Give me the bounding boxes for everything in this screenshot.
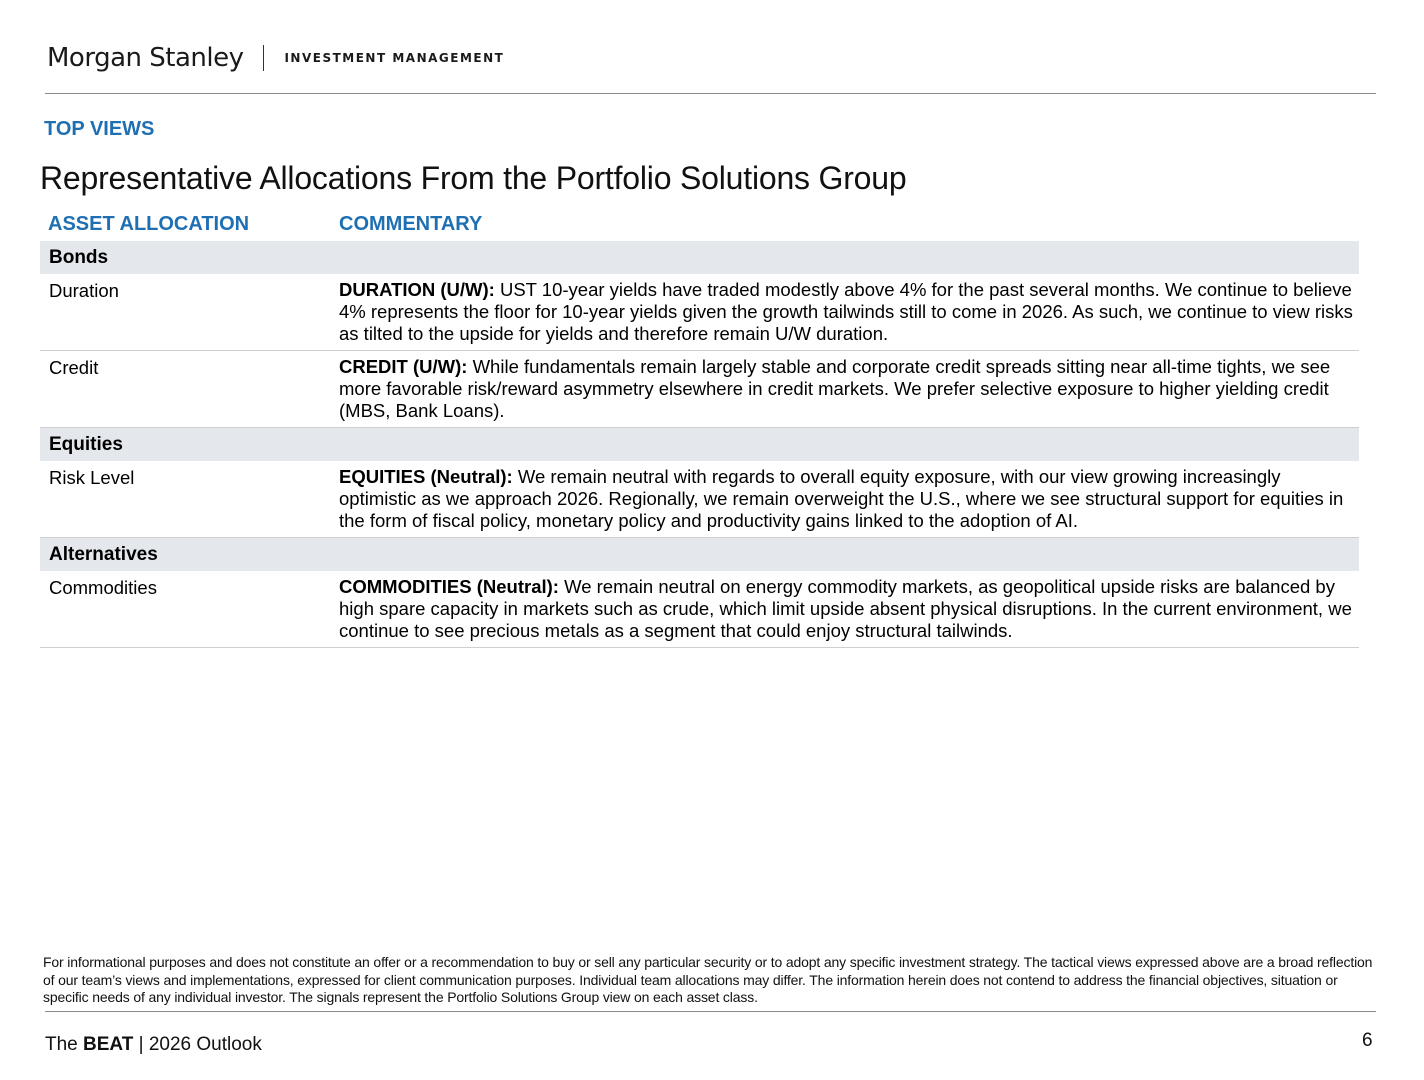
table-row-commodities (40, 571, 1359, 648)
section-row-alternatives (40, 538, 1359, 572)
table-row-risk-level (40, 461, 1359, 538)
section-label: Alternatives (40, 538, 1359, 572)
commentary-tag: CREDIT (U/W): (339, 356, 468, 377)
header (47, 38, 504, 78)
row-commentary (339, 571, 1359, 648)
table-header-row (40, 208, 1359, 241)
table-row-credit (40, 351, 1359, 428)
commentary-tag: DURATION (U/W): (339, 279, 495, 300)
logo-divider (263, 45, 264, 71)
section-kicker: TOP VIEWS (44, 118, 155, 140)
commentary-text: While fundamentals remain largely stable and corporate credit spreads sitting near all-time tights, we see more favorable risk/reward asymmetry elsewhere in credit markets. We prefer selective exposure to higher yielding credit (MBS, Bank Loans). (339, 356, 1331, 421)
page-title: Representative Allocations From the Portfolio Solutions Group (40, 160, 907, 196)
division-name: INVESTMENT MANAGEMENT (284, 51, 505, 65)
commentary-text: We remain neutral on energy commodity markets, as geopolitical upside risks are balanced by high spare capacity in markets such as crude, which limit upside absent physical disruptions. In the current environment, we continue to see precious metals as a segment that could enjoy structural tailwinds. (339, 576, 1352, 641)
commentary-tag: EQUITIES (Neutral): (339, 466, 513, 487)
row-label: Commodities (40, 571, 339, 648)
footer-divider (45, 1011, 1376, 1012)
section-row-bonds (40, 241, 1359, 274)
brand-logo: Morgan Stanley (47, 43, 244, 73)
allocation-table (40, 208, 1359, 648)
footer-prefix: The (45, 1034, 78, 1055)
column-header-commentary: COMMENTARY (339, 213, 483, 235)
header-divider (45, 93, 1376, 94)
section-label: Equities (40, 428, 1359, 462)
row-label: Duration (40, 274, 339, 351)
row-commentary (339, 274, 1359, 351)
disclaimer: For informational purposes and does not constitute an offer or a recommendation to buy or sell any particular security or to adopt any specific investment strategy. The tactical views expressed above are a broad reflection of our team’s views and implementations, expressed for client communication purposes. Individual team allocations may differ. The information herein does not contend to address the financial objectives, situation or specific needs of any individual investor. The signals represent the Portfolio Solutions Group view on each asset class. (43, 954, 1373, 1005)
row-label: Risk Level (40, 461, 339, 538)
page-number: 6 (1362, 1030, 1373, 1051)
row-label: Credit (40, 351, 339, 428)
footer-publication-name: BEAT (83, 1034, 134, 1055)
row-commentary (339, 461, 1359, 538)
column-header-asset-allocation: ASSET ALLOCATION (48, 213, 250, 235)
section-label: Bonds (40, 241, 1359, 274)
footer-suffix: | 2026 Outlook (138, 1034, 262, 1055)
commentary-text: UST 10-year yields have traded modestly above 4% for the past several months. We continue to believe 4% represents the floor for 10-year yields given the growth tailwinds still to come in 2026. As such, we continue to view risks as tilted to the upside for yields and therefore remain U/W duration. (339, 279, 1353, 344)
row-commentary (339, 351, 1359, 428)
commentary-text: We remain neutral with regards to overall equity exposure, with our view growing increasingly optimistic as we approach 2026. Regionally, we remain overweight the U.S., where we see structural support for equities in the form of fiscal policy, monetary policy and productivity gains linked to the adoption of AI. (339, 466, 1344, 531)
table-row-duration (40, 274, 1359, 351)
commentary-tag: COMMODITIES (Neutral): (339, 576, 559, 597)
footer-publication (45, 1034, 262, 1056)
section-row-equities (40, 428, 1359, 462)
